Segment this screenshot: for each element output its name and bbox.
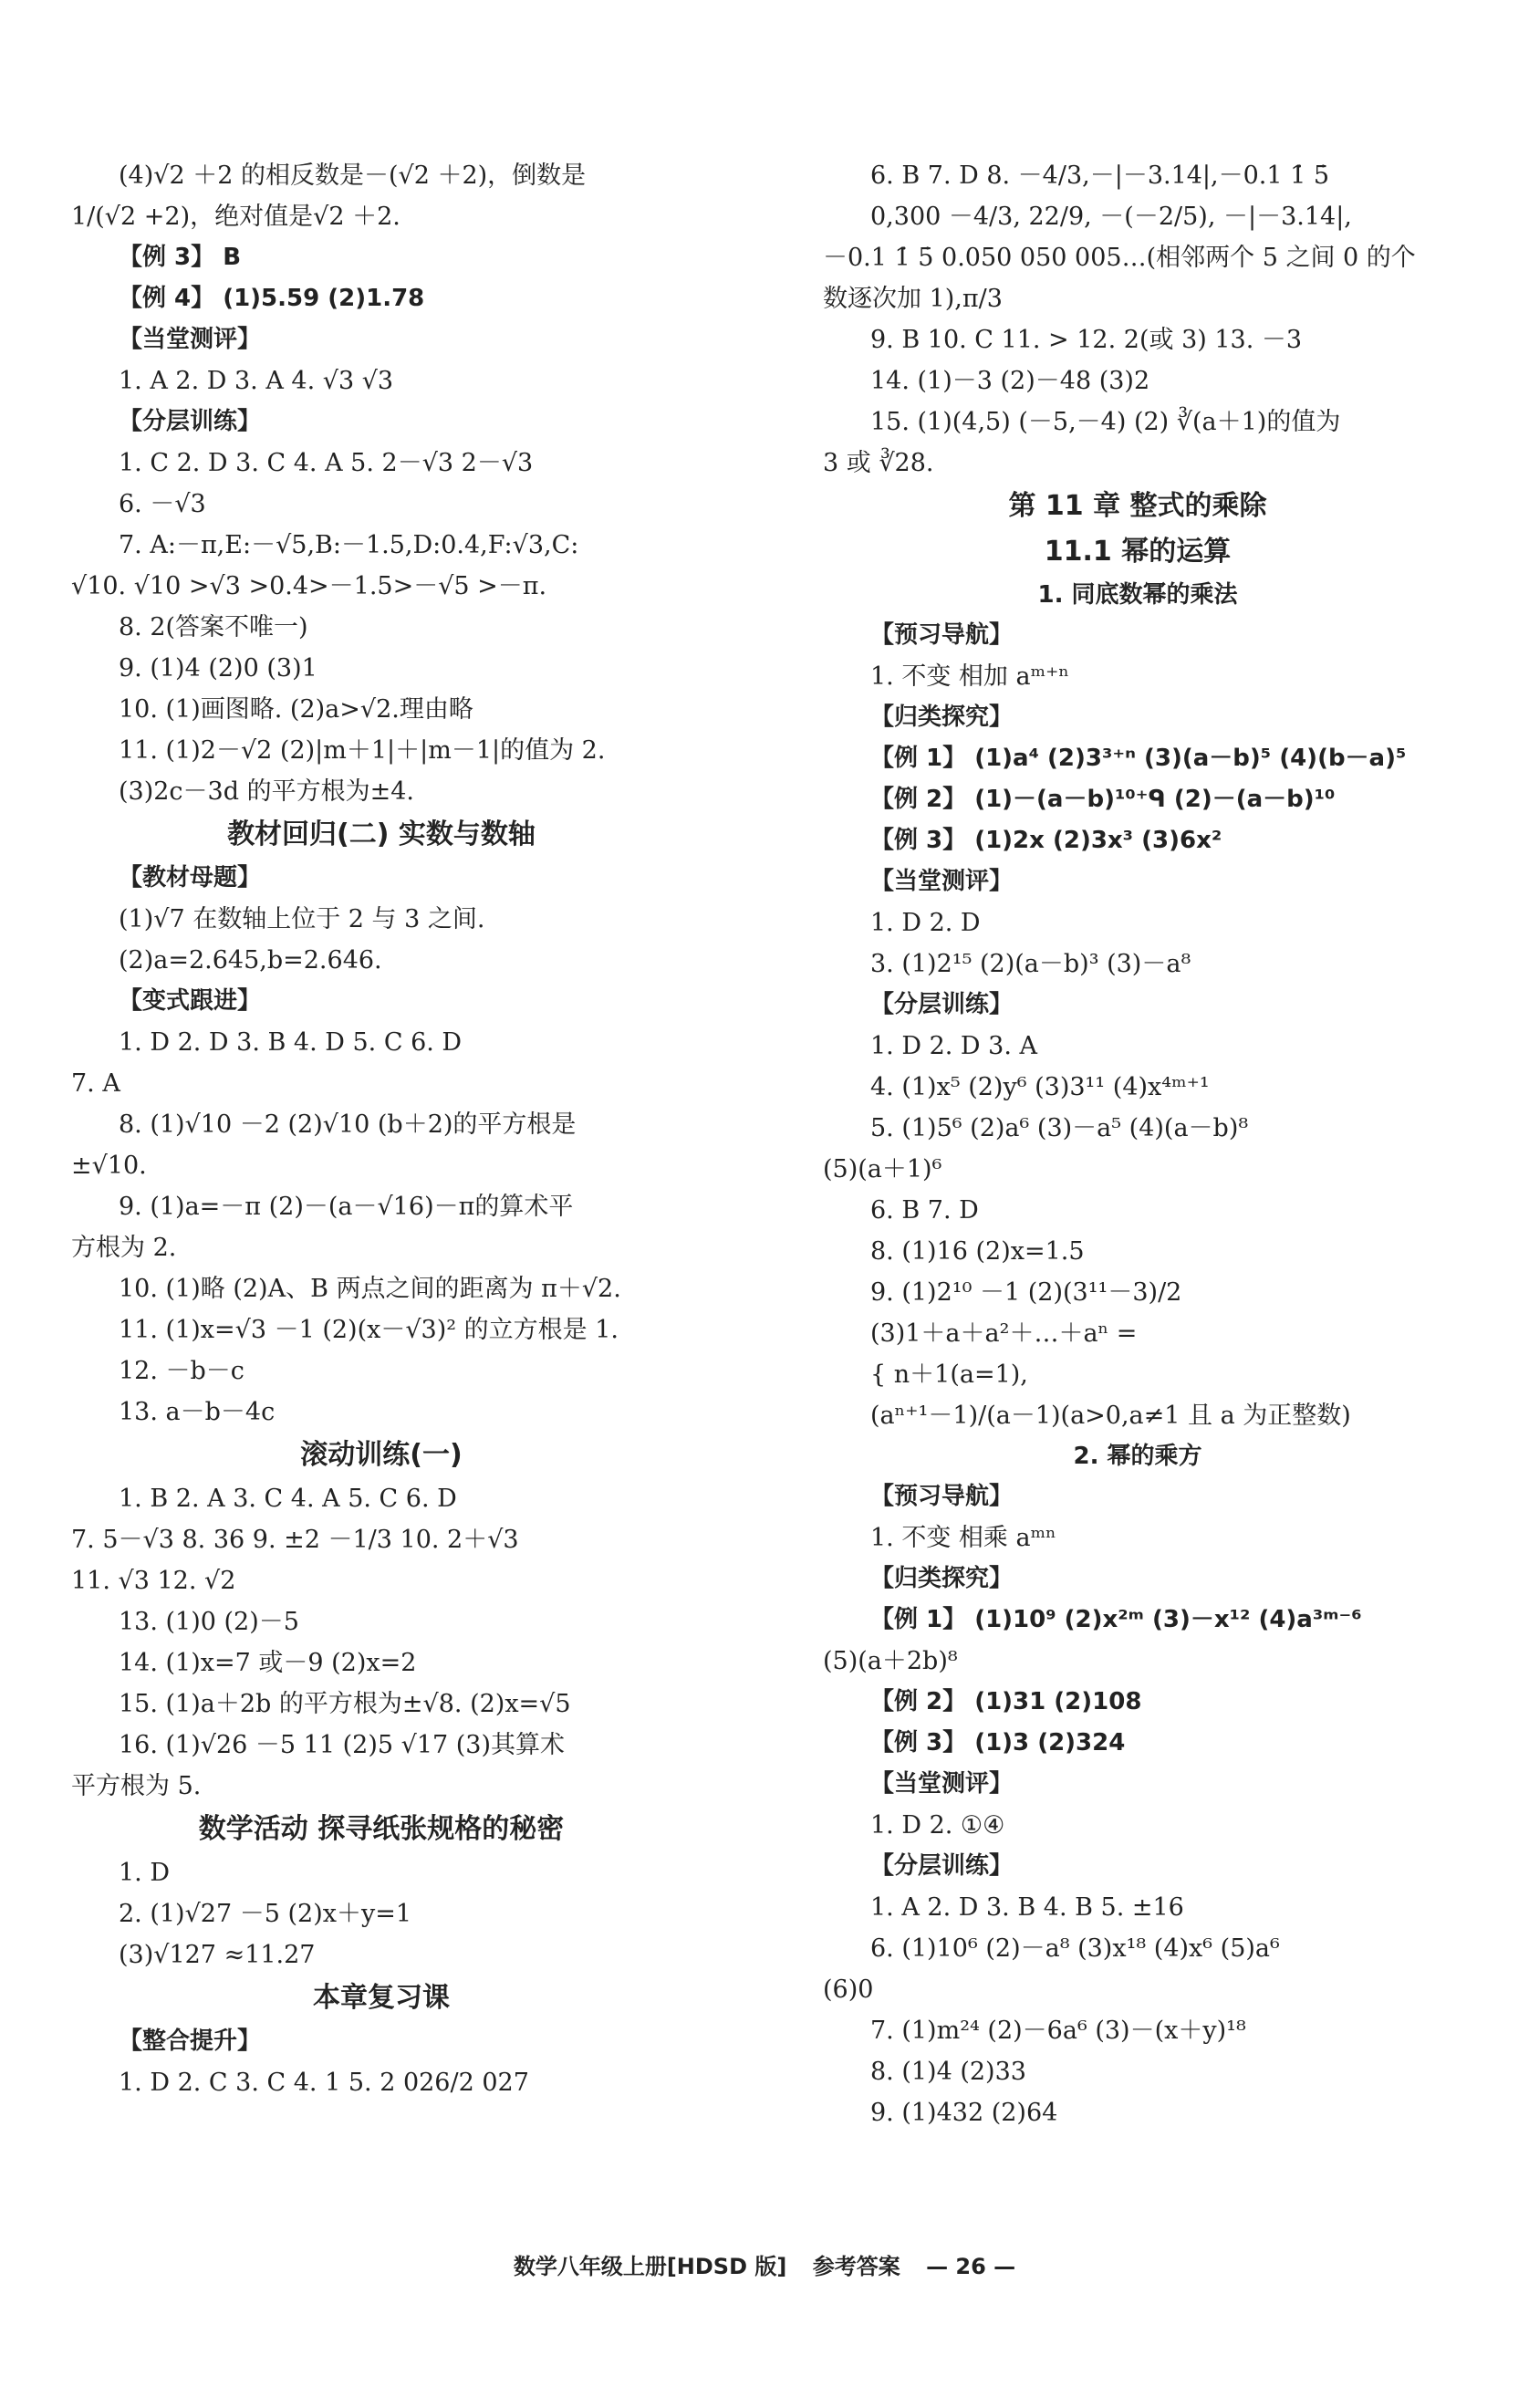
answer-line: (2)a=2.645,b=2.646. [119,946,382,975]
answer-line: 11. (1)2－√2 (2)|m＋1|＋|m－1|的值为 2. [119,736,606,765]
section-tag: 【变式跟进】 [119,987,262,1015]
section-tag: 【例 1】 (1)a⁴ (2)3³⁺ⁿ (3)(a－b)⁵ (4)(b－a)⁵ [870,745,1407,772]
section-heading: 教材回归(二) 实数与数轴 [227,818,536,850]
answer-line: 9. (1)4 (2)0 (3)1 [119,654,317,683]
right-column [823,155,1452,2133]
section-tag: 【例 4】 (1)5.59 (2)1.78 [119,285,425,312]
section-tag: 【当堂测评】 [870,1770,1014,1798]
answer-line: (5)(a＋2b)⁸ [823,1647,958,1675]
answer-line: 8. (1)4 (2)33 [870,2058,1026,2086]
section-heading: 本章复习课 [313,1982,450,2014]
answer-line: 9. (1)2¹⁰ －1 (2)(3¹¹－3)/2 [870,1278,1182,1307]
answer-line: 1. D 2. D 3. B 4. D 5. C 6. D [119,1028,463,1057]
section-tag: 【教材母题】 [119,864,262,891]
answer-line: 3 或 ∛28. [823,449,934,477]
answer-line: 6. －√3 [119,490,206,518]
section-tag: 【分层训练】 [870,991,1014,1018]
answer-line: (3)2c－3d 的平方根为±4. [119,777,414,806]
answer-line: 7. A [71,1069,120,1098]
section-tag: 【例 2】 (1)－(a－b)¹⁰⁺ᑫ (2)－(a－b)¹⁰ [870,786,1336,813]
answer-line: (1)√7 在数轴上位于 2 与 3 之间. [119,905,485,933]
answer-line: 8. (1)16 (2)x=1.5 [870,1237,1085,1266]
answer-line: 1. C 2. D 3. C 4. A 5. 2－√3 2－√3 [119,449,534,477]
answer-line: 5. (1)5⁶ (2)a⁶ (3)－a⁵ (4)(a－b)⁸ [870,1114,1249,1142]
left-column [71,155,692,2103]
answer-line: 14. (1)x=7 或－9 (2)x=2 [119,1649,417,1677]
section-tag: 【例 3】 (1)3 (2)324 [870,1729,1126,1756]
answer-line: 15. (1)a＋2b 的平方根为±√8. (2)x=√5 [119,1690,571,1718]
section-tag: 【预习导航】 [870,1483,1014,1510]
section-heading: 第 11 章 整式的乘除 [1008,490,1267,522]
answer-line: 12. －b－c [119,1357,244,1385]
page-number: — 26 — [926,2254,1016,2279]
answer-line: 1. D 2. ①④ [870,1811,1005,1840]
section-tag: 【例 2】 (1)31 (2)108 [870,1688,1142,1715]
page-footer [0,2248,1529,2280]
answer-line: (aⁿ⁺¹－1)/(a－1)(a>0,a≠1 且 a 为正整数) [870,1402,1351,1430]
answer-line: 9. B 10. C 11. > 12. 2(或 3) 13. －3 [870,326,1303,354]
answer-line: 1. D 2. D [870,909,981,937]
section-tag: 【归类探究】 [870,1565,1014,1592]
answer-line: √10. √10 >√3 >0.4>－1.5>－√5 >－π. [71,572,547,600]
section-tag: 【例 3】 (1)2x (2)3x³ (3)6x² [870,827,1222,854]
answer-line: 7. (1)m²⁴ (2)－6a⁶ (3)－(x＋y)¹⁸ [870,2017,1246,2045]
answer-line: 1. A 2. D 3. B 4. B 5. ±16 [870,1893,1184,1922]
answer-line: (4)√2 ＋2 的相反数是－(√2 ＋2)，倒数是 [119,162,587,190]
section-tag: 【预习导航】 [870,621,1014,649]
answer-line: 14. (1)－3 (2)－48 (3)2 [870,367,1150,395]
answer-line: 11. √3 12. √2 [71,1567,236,1595]
answer-line: 8. 2(答案不唯一) [119,613,308,641]
answer-line: 1. D [119,1859,170,1887]
answer-line: 10. (1)略 (2)A、B 两点之间的距离为 π＋√2. [119,1275,621,1303]
section-tag: 【例 1】 (1)10⁹ (2)x²ᵐ (3)－x¹² (4)a³ᵐ⁻⁶ [870,1606,1362,1633]
answer-line: 1. 不变 相加 aᵐ⁺ⁿ [870,662,1070,691]
answer-line: －0.1 1̇ 5̇ 0.050 050 005…(相邻两个 5 之间 0 的个 [823,244,1416,272]
footer-label: 参考答案 [812,2254,900,2279]
answer-line: 1. D 2. C 3. C 4. 1 5. 2 026/2 027 [119,2069,529,2097]
answer-line: 平方根为 5. [71,1772,202,1800]
answer-line: (5)(a＋1)⁶ [823,1155,942,1183]
answer-line: 6. B 7. D [870,1196,979,1225]
subsection-heading: 2. 幂的乘方 [1073,1443,1202,1470]
section-tag: 【分层训练】 [870,1852,1014,1880]
answer-line: (6)0 [823,1975,874,2004]
answer-line: 6. (1)10⁶ (2)－a⁸ (3)x¹⁸ (4)x⁶ (5)a⁶ [870,1934,1280,1963]
section-tag: 【分层训练】 [119,408,262,435]
section-tag: 【例 3】 B [119,244,242,271]
answer-line: 15. (1)(4,5) (－5,－4) (2) ∛(a＋1)的值为 [870,408,1341,436]
section-tag: 【归类探究】 [870,704,1014,731]
answer-line: 9. (1)a=－π (2)－(a－√16)－π的算术平 [119,1193,574,1221]
answer-line: 1. A 2. D 3. A 4. √3 √3 [119,367,394,395]
section-heading: 滚动训练(一) [300,1439,463,1471]
section-tag: 【整合提升】 [119,2028,262,2055]
section-tag: 【当堂测评】 [870,868,1014,895]
answer-line: 3. (1)2¹⁵ (2)(a－b)³ (3)－a⁸ [870,950,1191,978]
answer-line: (3)√127 ≈11.27 [119,1941,316,1969]
answer-line: 16. (1)√26 －5 11 (2)5 √17 (3)其算术 [119,1731,566,1759]
answer-line: 数逐次加 1),π/3 [823,285,1003,313]
answer-line: 方根为 2. [71,1234,177,1262]
answer-line: 9. (1)432 (2)64 [870,2099,1058,2127]
answer-line: 8. (1)√10 －2 (2)√10 (b＋2)的平方根是 [119,1110,577,1139]
answer-line: { n＋1(a=1), [870,1360,1028,1389]
answer-line: 0,300 －4/3, 22/9, －(－2/5), －|－3.14|, [870,203,1352,231]
answer-line: 1/(√2 +2)，绝对值是√2 ＋2. [71,203,400,231]
answer-line: 11. (1)x=√3 －1 (2)(x－√3)² 的立方根是 1. [119,1316,619,1344]
section-heading: 11.1 幂的运算 [1044,536,1232,568]
section-heading: 数学活动 探寻纸张规格的秘密 [198,1813,565,1845]
footer-book: 数学八年级上册[HDSD 版] [513,2254,787,2279]
answer-line: 1. 不变 相乘 aᵐⁿ [870,1524,1056,1552]
answer-line: 10. (1)画图略. (2)a>√2.理由略 [119,695,473,724]
answer-line: 7. A:－π,E:－√5,B:－1.5,D:0.4,F:√3,C: [119,531,579,559]
answer-line: 2. (1)√27 －5 (2)x＋y=1 [119,1900,412,1928]
answer-line: ±√10. [71,1152,147,1180]
answer-line: 6. B 7. D 8. －4/3,－|－3.14|,－0.1 1̇ 5̇ [870,162,1330,190]
answer-line: 7. 5－√3 8. 36 9. ±2 －1/3 10. 2＋√3 [71,1526,519,1554]
answer-line: (3)1＋a＋a²＋…＋aⁿ = [870,1319,1138,1348]
section-tag: 【当堂测评】 [119,326,262,353]
answer-line: 13. a－b－4c [119,1398,276,1426]
subsection-heading: 1. 同底数幂的乘法 [1037,581,1238,609]
answer-line: 13. (1)0 (2)－5 [119,1608,299,1636]
answer-line: 1. B 2. A 3. C 4. A 5. C 6. D [119,1485,457,1513]
answer-line: 1. D 2. D 3. A [870,1032,1037,1060]
answer-line: 4. (1)x⁵ (2)y⁶ (3)3¹¹ (4)x⁴ᵐ⁺¹ [870,1073,1210,1101]
